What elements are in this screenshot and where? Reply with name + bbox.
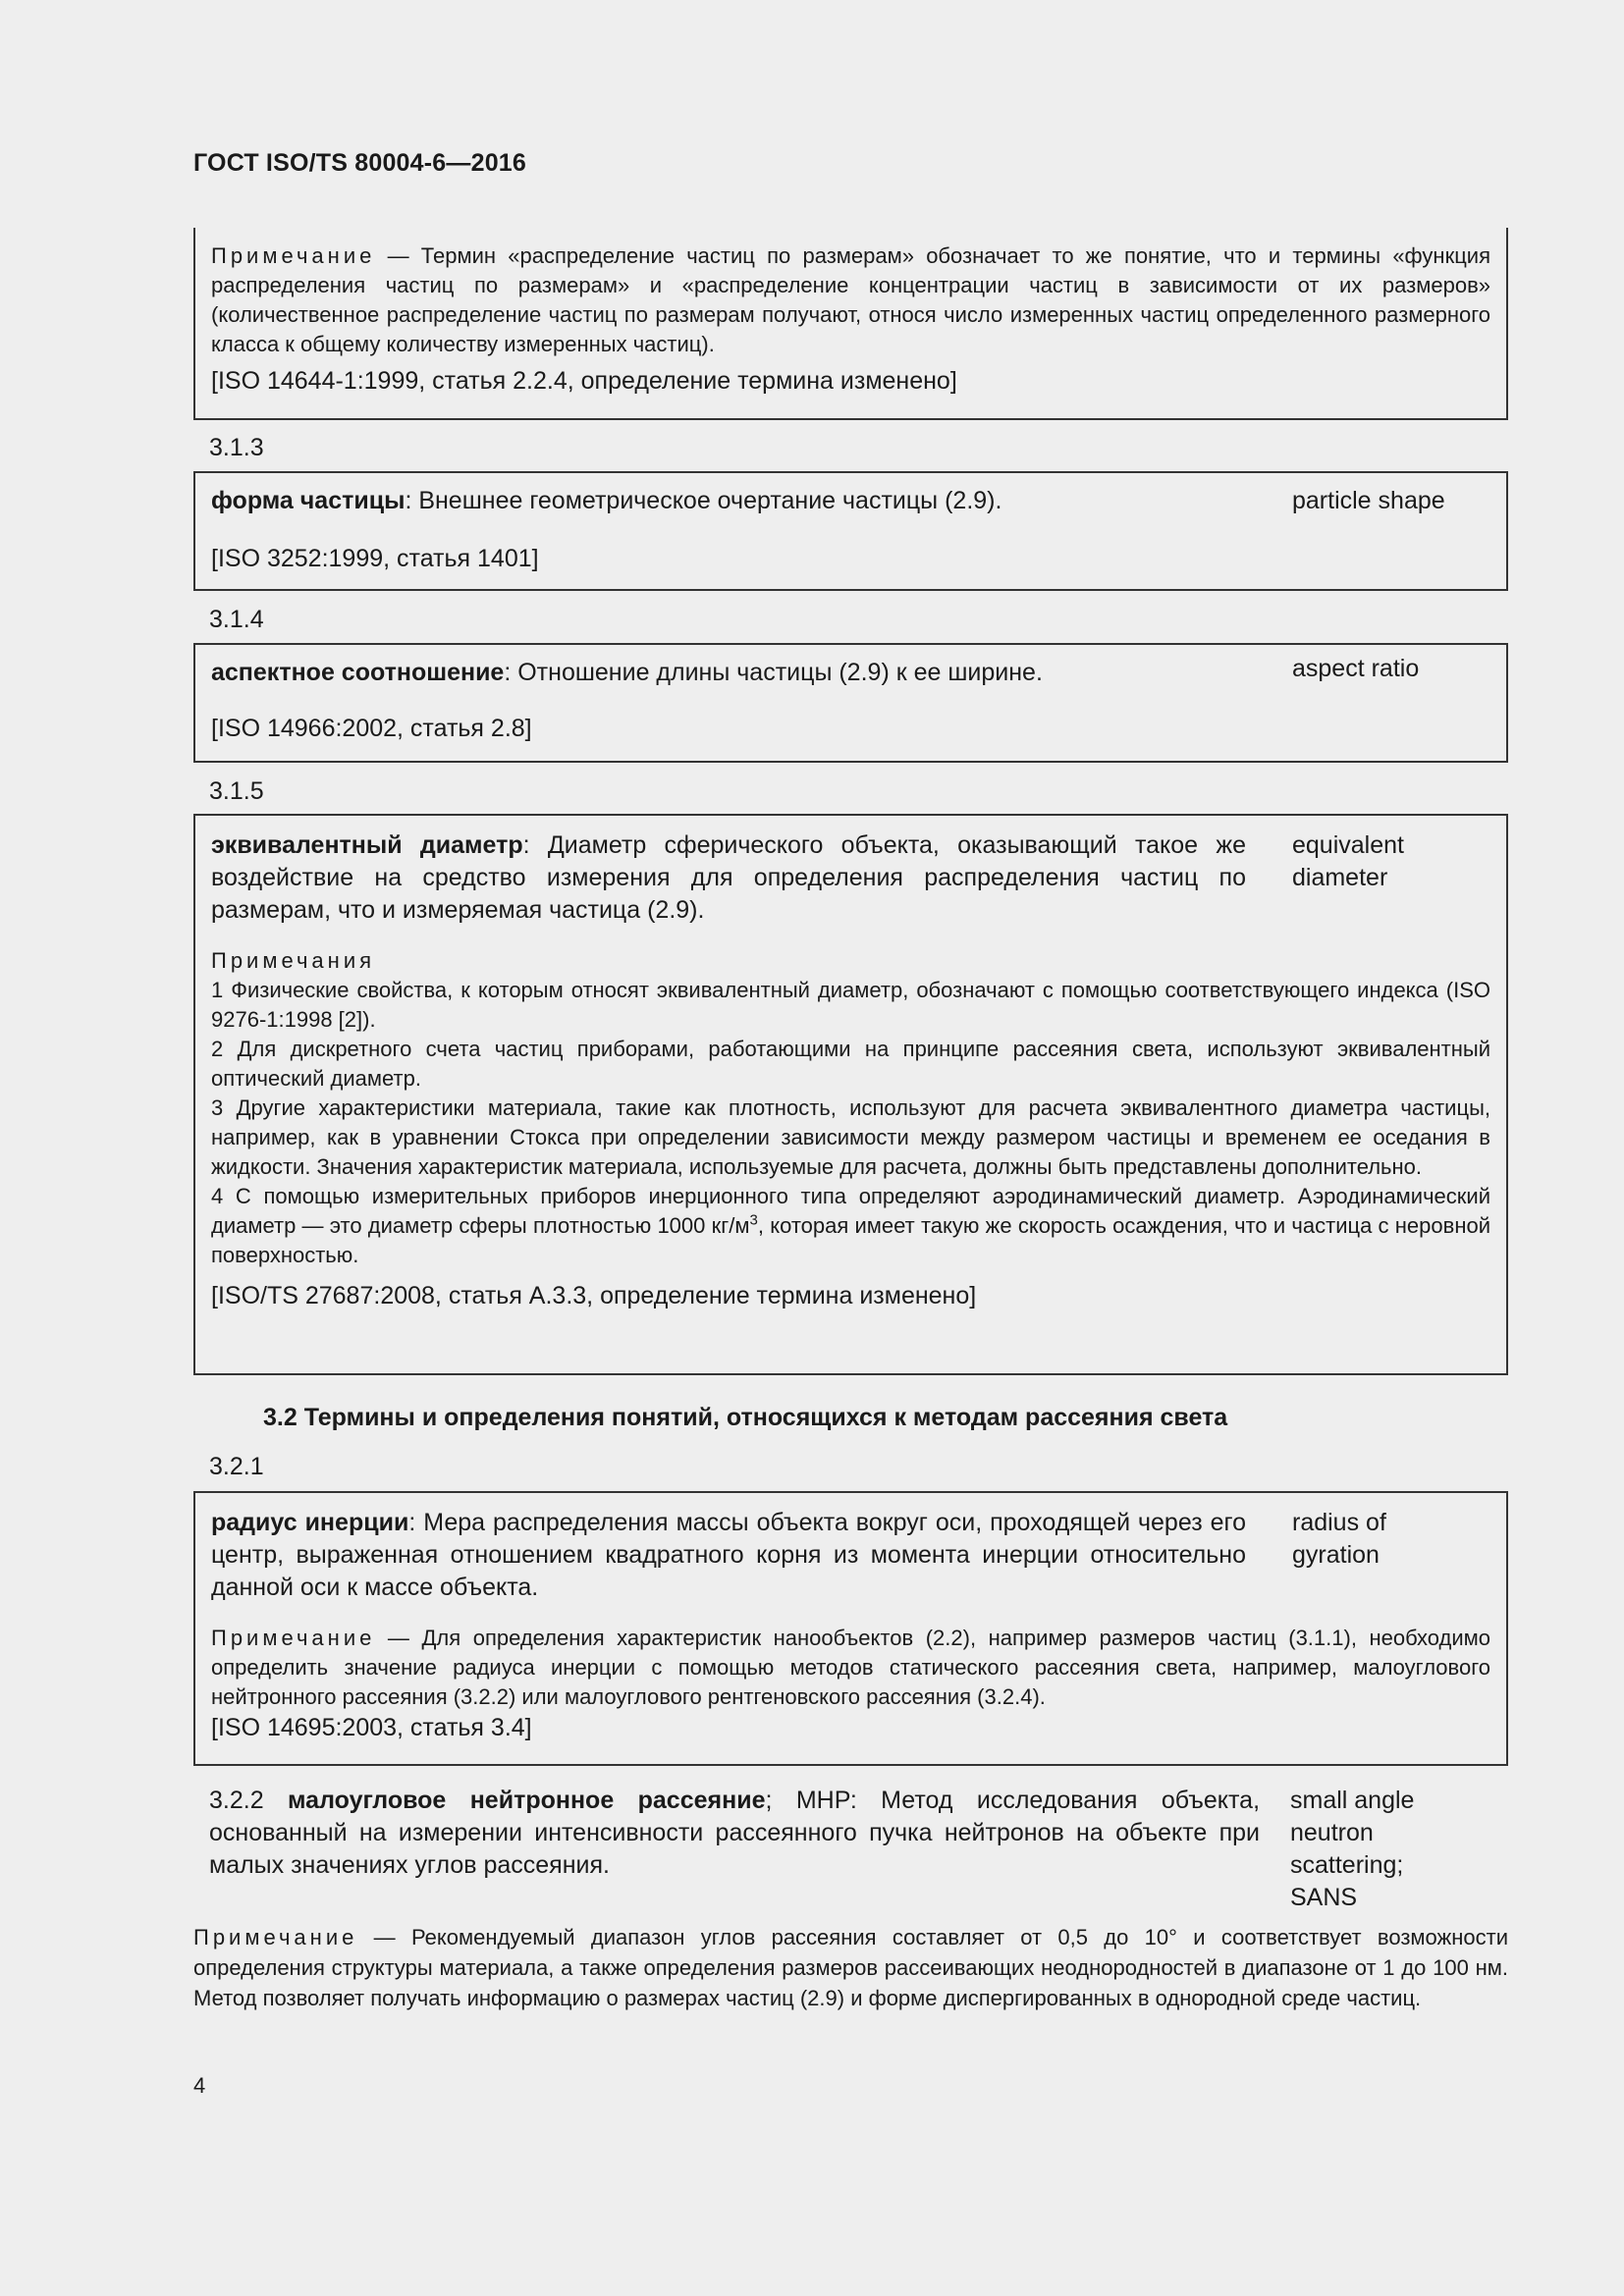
section-heading: 3.2 Термины и определения понятий, относящихся к методам рассеяния света bbox=[263, 1404, 1228, 1431]
source-reference: [ISO/TS 27687:2008, статья А.3.3, определение термина изменено] bbox=[211, 1282, 977, 1309]
term: аспектное соотношение bbox=[211, 659, 505, 686]
source-reference: [ISO 3252:1999, статья 1401] bbox=[211, 545, 539, 572]
note-4-text-cont: , которая имеет такую же скорость осаждения, что и частица с неровной поверхностью. bbox=[211, 1213, 1490, 1267]
english-term-line: scattering; bbox=[1290, 1851, 1404, 1879]
notes-label: Примечания bbox=[211, 948, 376, 973]
note-3: 3 Другие характеристики материала, такие как плотность, используют для расчета эквивалентного диаметра частицы, например, как в уравнении Стокса при определении зависимости между размером частицы и временем ее оседания в жидкости. Значения характеристик материала, используемые для расчета, должны быть представлены дополнительно. bbox=[211, 1095, 1490, 1179]
entry-box-3-1-3 bbox=[193, 471, 1508, 591]
entry-number: 3.1.5 bbox=[209, 777, 264, 805]
english-term bbox=[1290, 1785, 1414, 1914]
entry-number: 3.1.3 bbox=[209, 434, 264, 461]
note-label: Примечание bbox=[193, 1925, 358, 1949]
term: форма частицы bbox=[211, 487, 406, 514]
definition bbox=[195, 657, 1246, 689]
notes bbox=[195, 946, 1506, 1270]
note-1: 1 Физические свойства, к которым относят эквивалентный диаметр, обозначают с помощью соответствующего индекса (ISO 9276-1:1998 [2]). bbox=[211, 978, 1490, 1032]
source-reference: [ISO 14966:2002, статья 2.8] bbox=[211, 715, 532, 742]
english-term: aspect ratio bbox=[1292, 655, 1420, 682]
page-header: ГОСТ ISO/TS 80004-6—2016 bbox=[193, 149, 527, 177]
entry-number: 3.2.1 bbox=[209, 1453, 264, 1480]
term: малоугловое нейтронное рассеяние bbox=[288, 1787, 766, 1814]
definition bbox=[195, 829, 1246, 927]
note-text: — Для определения характеристик нанообъектов (2.2), например размеров частиц (3.1.1), необходимо определить значение радиуса инерции с помощью методов статического рассеяния света, например, малоуглового нейтронного рассеяния (3.2.2) или малоуглового рентгеновского рассеяния (3.2.4). bbox=[211, 1626, 1490, 1709]
note-2: 2 Для дискретного счета частиц приборами, работающими на принципе рассеяния света, используют эквивалентный оптический диаметр. bbox=[211, 1037, 1490, 1091]
english-term: particle shape bbox=[1292, 487, 1445, 514]
note bbox=[195, 1624, 1506, 1712]
note bbox=[195, 228, 1506, 359]
definition-text: : Мера распределения массы объекта вокруг оси, проходящей через его центр, выраженная отношением квадратного корня из момента инерции относительно данной оси к массе объекта. bbox=[211, 1509, 1246, 1601]
note-text: — Термин «распределение частиц по размерам» обозначает то же понятие, что и термины «функция распределения частиц по размерам» и «распределение концентрации частиц в зависимости от их размеров» (количественное распределение частиц по размерам получают, относя число измеренных частиц определенного размерного класса к общему количеству измеренных частиц). bbox=[211, 243, 1490, 356]
entry-number: 3.2.2 bbox=[209, 1787, 264, 1814]
definition-text: : Внешнее геометрическое очертание частицы (2.9). bbox=[405, 487, 1002, 514]
entry-box-continued bbox=[193, 228, 1508, 420]
english-term-line: small angle bbox=[1290, 1787, 1415, 1814]
note-text: — Рекомендуемый диапазон углов рассеяния составляет от 0,5 до 10° и соответствует возможности определения структуры материала, а также определения размеров рассеивающих неоднородностей в диапазоне от 1 до 100 нм. Метод позволяет получать информацию о размерах частиц (2.9) и форме диспергированных в однородной среде частиц. bbox=[193, 1925, 1508, 2010]
english-term-line: SANS bbox=[1290, 1884, 1358, 1911]
note bbox=[193, 1922, 1508, 2013]
english-term: equivalent diameter bbox=[1292, 831, 1404, 891]
source-reference: [ISO 14644-1:1999, статья 2.2.4, определение термина изменено] bbox=[211, 367, 957, 395]
entry-box-3-2-1 bbox=[193, 1491, 1508, 1766]
definition bbox=[195, 1507, 1246, 1604]
term: эквивалентный диаметр bbox=[211, 831, 523, 859]
source-reference: [ISO 14695:2003, статья 3.4] bbox=[211, 1714, 532, 1741]
term: радиус инерции bbox=[211, 1509, 409, 1536]
entry-number: 3.1.4 bbox=[209, 606, 264, 633]
definition-text: : Отношение длины частицы (2.9) к ее ширине. bbox=[504, 659, 1043, 686]
page-number: 4 bbox=[193, 2073, 206, 2098]
note-label: Примечание bbox=[211, 1626, 376, 1650]
english-term-line: neutron bbox=[1290, 1819, 1374, 1846]
english-term: radius of gyration bbox=[1292, 1509, 1386, 1569]
definition bbox=[193, 1785, 1260, 1882]
definition-text: ; МНР: Метод исследования объекта, основанный на измерении интенсивности рассеянного пучка нейтронов на объекте при малых значениях углов рассеяния. bbox=[209, 1787, 1261, 1879]
note-label: Примечание bbox=[211, 243, 376, 268]
note-4 bbox=[211, 1182, 1490, 1270]
entry-box-3-1-5 bbox=[193, 814, 1508, 1375]
entry-box-3-1-4 bbox=[193, 643, 1508, 763]
definition bbox=[195, 485, 1246, 517]
entry-3-2-2 bbox=[193, 1785, 1508, 1911]
note-4-text: 4 С помощью измерительных приборов инерционного типа определяют аэродинамический диаметр. Аэродинамический диаметр — это диаметр сферы плотностью 1000 кг/м bbox=[211, 1184, 1490, 1238]
definition-text: : Диаметр сферического объекта, оказывающий такое же воздействие на средство измерения для определения распределения частиц по размерам, что и измеряемая частица (2.9). bbox=[211, 831, 1246, 924]
superscript: 3 bbox=[749, 1211, 758, 1229]
